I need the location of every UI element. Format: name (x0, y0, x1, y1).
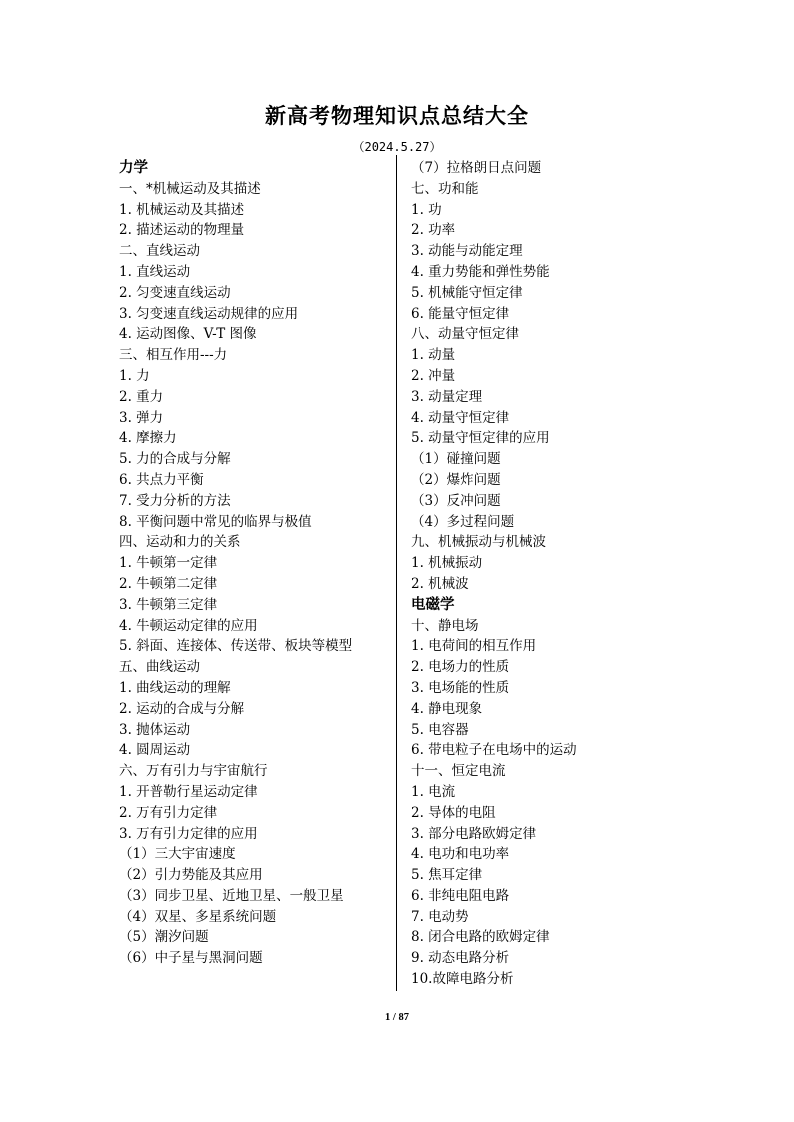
toc-item: 4. 电功和电功率 (411, 846, 510, 863)
toc-chapter-heading: 十、静电场 (411, 617, 479, 634)
page-number: 1 / 87 (385, 1012, 409, 1023)
toc-item: 7. 电动势 (411, 908, 469, 925)
toc-item: 3. 动能与动能定理 (411, 243, 523, 260)
toc-item: 2. 导体的电阻 (411, 804, 496, 821)
toc-item: 1. 功 (411, 201, 442, 218)
toc-item: 4. 运动图像、V-T 图像 (119, 326, 257, 343)
toc-item: 3. 电场能的性质 (411, 679, 510, 696)
toc-item: 1. 直线运动 (119, 263, 191, 280)
toc-subitem: （4）多过程问题 (411, 513, 515, 530)
column-divider (396, 155, 397, 991)
toc-subitem: （4）双星、多星系统问题 (119, 908, 277, 925)
toc-item: 2. 牛顿第二定律 (119, 575, 218, 592)
toc-item: 6. 共点力平衡 (119, 471, 204, 488)
toc-item: 2. 冲量 (411, 367, 456, 384)
toc-chapter-heading: 一、*机械运动及其描述 (119, 180, 261, 197)
toc-right-column (411, 158, 621, 990)
toc-item: 5. 斜面、连接体、传送带、板块等模型 (119, 638, 353, 655)
toc-item: 6. 非纯电阻电路 (411, 887, 510, 904)
toc-item: 2. 匀变速直线运动 (119, 284, 231, 301)
toc-chapter-heading: 四、运动和力的关系 (119, 534, 241, 551)
toc-chapter-heading: 九、机械振动与机械波 (411, 534, 546, 551)
toc-item: 1. 电荷间的相互作用 (411, 638, 537, 655)
toc-chapter-heading: 五、曲线运动 (119, 659, 200, 676)
toc-item: 1. 牛顿第一定律 (119, 555, 218, 572)
toc-item: 2. 描述运动的物理量 (119, 222, 245, 239)
toc-subitem: （5）潮汐问题 (119, 929, 209, 946)
toc-item: 5. 机械能守恒定律 (411, 284, 523, 301)
toc-item: 1. 力 (119, 367, 150, 384)
toc-item: 4. 动量守恒定律 (411, 409, 510, 426)
toc-item: 2. 功率 (411, 222, 456, 239)
toc-item: 4. 圆周运动 (119, 742, 191, 759)
toc-subitem: （1）碰撞问题 (411, 451, 501, 468)
toc-left-column (119, 158, 389, 969)
toc-item: 2. 万有引力定律 (119, 804, 218, 821)
toc-subitem: （3）同步卫星、近地卫星、一般卫星 (119, 887, 344, 904)
toc-item: 4. 摩擦力 (119, 430, 177, 447)
toc-item: 10.故障电路分析 (411, 971, 514, 988)
toc-item: 8. 闭合电路的欧姆定律 (411, 929, 550, 946)
toc-item: 3. 抛体运动 (119, 721, 191, 738)
toc-item: 3. 动量定理 (411, 388, 483, 405)
toc-chapter-heading: 八、动量守恒定律 (411, 326, 519, 343)
toc-subitem: （1）三大宇宙速度 (119, 846, 236, 863)
toc-chapter-heading: 二、直线运动 (119, 243, 200, 260)
toc-section-heading: 力学 (119, 160, 148, 176)
toc-subitem: （2）爆炸问题 (411, 471, 501, 488)
toc-item: 3. 万有引力定律的应用 (119, 825, 258, 842)
toc-subitem: （6）中子星与黑洞问题 (119, 950, 263, 967)
toc-item: 5. 焦耳定律 (411, 867, 483, 884)
toc-item: 1. 机械运动及其描述 (119, 201, 245, 218)
toc-chapter-heading: 七、功和能 (411, 180, 479, 197)
toc-item: 6. 能量守恒定律 (411, 305, 510, 322)
toc-item: 1. 动量 (411, 347, 456, 364)
toc-item: 3. 部分电路欧姆定律 (411, 825, 537, 842)
toc-chapter-heading: 六、万有引力与宇宙航行 (119, 763, 268, 780)
toc-item: 1. 机械振动 (411, 555, 483, 572)
toc-item: 4. 重力势能和弹性势能 (411, 263, 550, 280)
toc-item: 6. 带电粒子在电场中的运动 (411, 742, 577, 759)
toc-item: 5. 动量守恒定律的应用 (411, 430, 550, 447)
toc-item: 3. 匀变速直线运动规律的应用 (119, 305, 299, 322)
toc-subitem: （2）引力势能及其应用 (119, 867, 263, 884)
toc-item: 1. 曲线运动的理解 (119, 679, 231, 696)
toc-item: 2. 机械波 (411, 575, 469, 592)
toc-item: 4. 静电现象 (411, 700, 483, 717)
toc-chapter-heading: 三、相互作用---力 (119, 347, 228, 364)
toc-item: 3. 弹力 (119, 409, 164, 426)
toc-item: 8. 平衡问题中常见的临界与极值 (119, 513, 312, 530)
page-title: 新高考物理知识点总结大全 (265, 104, 529, 128)
document-date: （2024.5.27） (352, 140, 442, 154)
toc-item: 3. 牛顿第三定律 (119, 596, 218, 613)
toc-section-heading: 电磁学 (411, 596, 455, 613)
toc-item: 7. 受力分析的方法 (119, 492, 231, 509)
toc-item: 2. 重力 (119, 388, 164, 405)
toc-item: 5. 力的合成与分解 (119, 451, 231, 468)
toc-item: 1. 电流 (411, 783, 456, 800)
toc-item: 2. 运动的合成与分解 (119, 700, 245, 717)
toc-item: 9. 动态电路分析 (411, 950, 510, 967)
toc-subitem: （3）反冲问题 (411, 492, 501, 509)
toc-item: 1. 开普勒行星运动定律 (119, 783, 258, 800)
toc-item: 5. 电容器 (411, 721, 469, 738)
toc-chapter-heading: 十一、恒定电流 (411, 763, 506, 780)
toc-item: 4. 牛顿运动定律的应用 (119, 617, 258, 634)
toc-item: 2. 电场力的性质 (411, 659, 510, 676)
toc-subitem: （7）拉格朗日点问题 (411, 160, 542, 176)
